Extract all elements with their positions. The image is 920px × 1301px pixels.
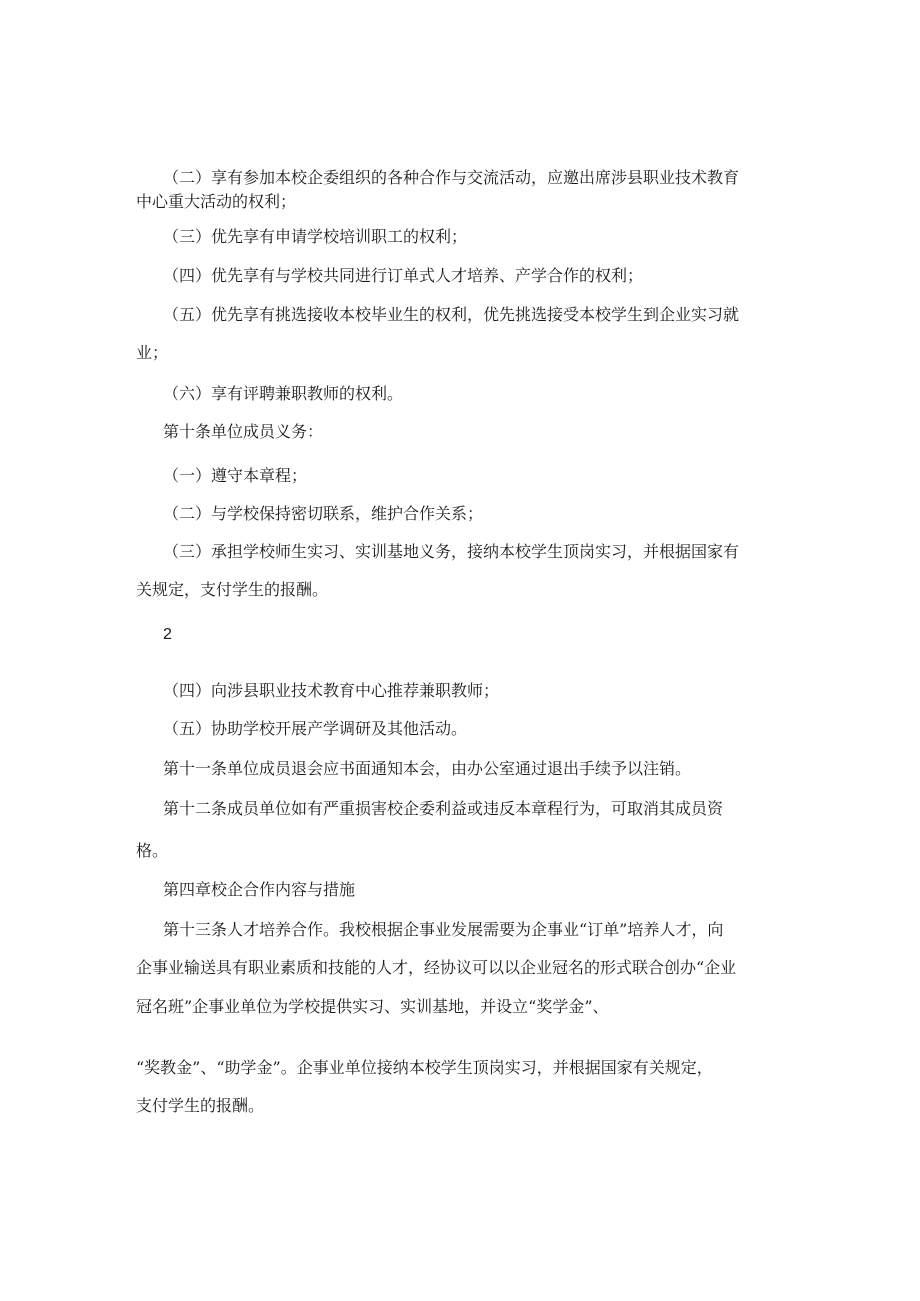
duty-3-line2: 关规定，支付学生的报酬。 xyxy=(136,580,329,599)
para-right-2-line1: （二）享有参加本校企委组织的各种合作与交流活动，应邀出席涉县职业技术教育 xyxy=(163,168,740,187)
article-13-line3: 冠名班”企事业单位为学校提供实习、实训基地，并设立“奖学金”、 xyxy=(136,997,609,1016)
para-right-6: （六）享有评聘兼职教师的权利。 xyxy=(163,384,404,403)
article-13-line5: 支付学生的报酬。 xyxy=(136,1096,265,1115)
para-right-4: （四）优先享有与学校共同进行订单式人才培养、产学合作的权利； xyxy=(163,266,644,285)
article-10-heading: 第十条单位成员义务： xyxy=(163,422,324,441)
duty-4: （四）向涉县职业技术教育中心推荐兼职教师； xyxy=(163,681,500,700)
duty-5: （五）协助学校开展产学调研及其他活动。 xyxy=(163,719,468,738)
article-13-line2: 企事业输送具有职业素质和技能的人才，经协议可以以企业冠名的形式联合创办“企业 xyxy=(136,958,737,977)
para-right-2-line2: 中心重大活动的权利； xyxy=(136,192,297,211)
article-12-line1: 第十二条成员单位如有严重损害校企委利益或违反本章程行为，可取消其成员资 xyxy=(163,799,724,818)
article-11: 第十一条单位成员退会应书面通知本会，由办公室通过退出手续予以注销。 xyxy=(163,759,692,778)
para-right-5-line2: 业； xyxy=(136,343,169,362)
para-right-3: （三）优先享有申请学校培训职工的权利； xyxy=(163,227,468,246)
para-right-5-line1: （五）优先享有挑选接收本校毕业生的权利，优先挑选接受本校学生到企业实习就 xyxy=(163,305,740,324)
chapter-4-heading: 第四章校企合作内容与措施 xyxy=(163,880,356,899)
page-number: 2 xyxy=(163,626,172,643)
duty-3-line1: （三）承担学校师生实习、实训基地义务，接纳本校学生顶岗实习，并根据国家有 xyxy=(163,542,740,561)
duty-1: （一）遵守本章程； xyxy=(163,466,308,485)
article-13-line4: “奖教金”、“助学金”。企事业单位接纳本校学生顶岗实习，并根据国家有关规定， xyxy=(136,1058,713,1077)
article-12-line2: 格。 xyxy=(136,841,169,860)
article-13-line1: 第十三条人才培养合作。我校根据企事业发展需要为企事业“订单”培养人才，向 xyxy=(163,920,724,939)
duty-2: （二）与学校保持密切联系，维护合作关系； xyxy=(163,504,484,523)
